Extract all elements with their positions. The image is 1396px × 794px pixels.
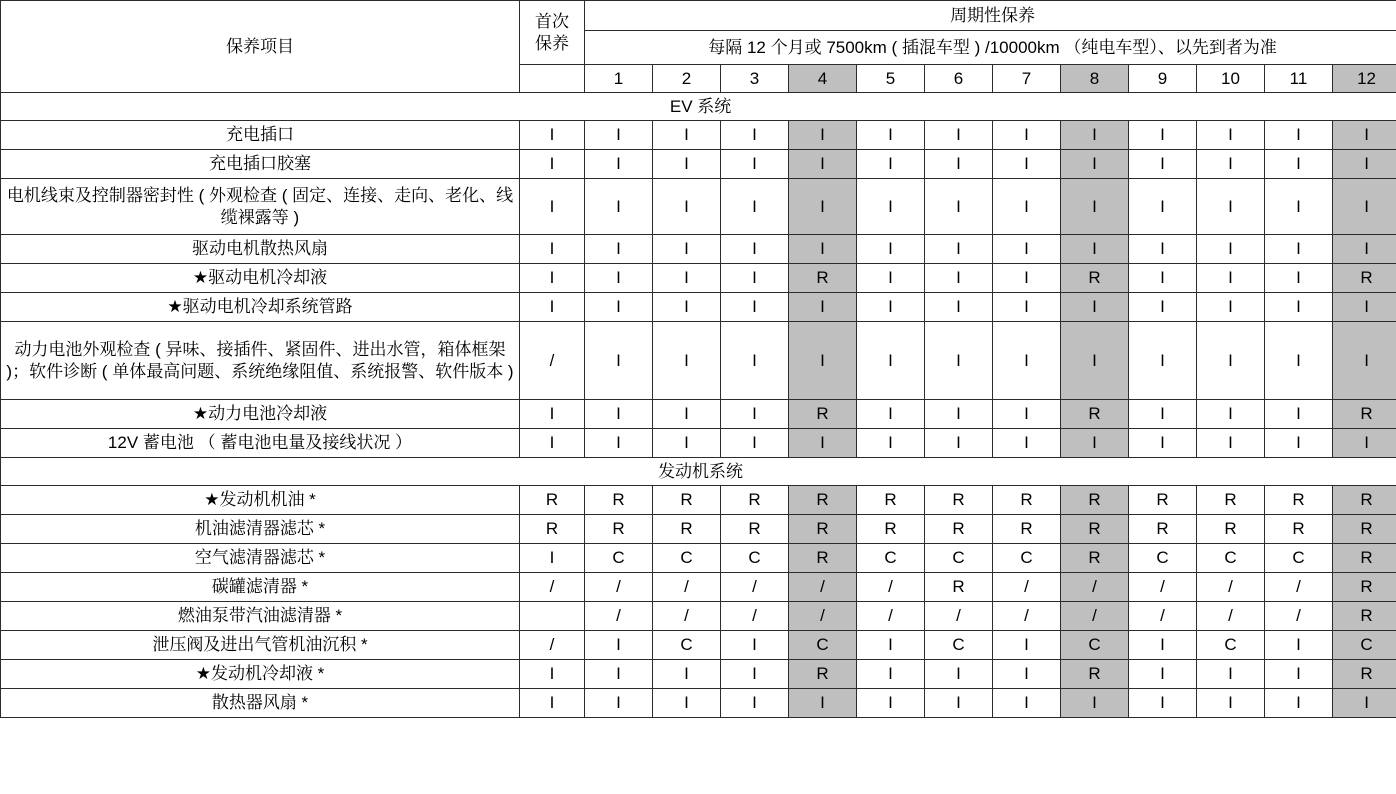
cell-1: I xyxy=(585,264,653,293)
cell-6: R xyxy=(925,573,993,602)
row-item-label: 空气滤清器滤芯 * xyxy=(1,544,520,573)
cell-5: I xyxy=(857,429,925,458)
cell-6: I xyxy=(925,429,993,458)
table-row xyxy=(1,544,1396,573)
cell-6: / xyxy=(925,602,993,631)
header-periodic-title: 周期性保养 xyxy=(585,1,1396,31)
cell-7: C xyxy=(993,544,1061,573)
cell-first: I xyxy=(520,150,585,179)
cell-9: C xyxy=(1129,544,1197,573)
cell-3: I xyxy=(721,429,789,458)
cell-5: I xyxy=(857,293,925,322)
table-row xyxy=(1,322,1396,400)
cell-9: I xyxy=(1129,264,1197,293)
cell-6: I xyxy=(925,150,993,179)
cell-12: R xyxy=(1333,660,1396,689)
cell-11: / xyxy=(1265,602,1333,631)
cell-5: I xyxy=(857,179,925,235)
cell-1: I xyxy=(585,150,653,179)
cell-10: I xyxy=(1197,179,1265,235)
cell-9: I xyxy=(1129,631,1197,660)
section-header-row xyxy=(1,93,1396,121)
cell-5: R xyxy=(857,486,925,515)
header-item-column: 保养项目 xyxy=(1,1,520,93)
row-item-label: 电机线束及控制器密封性 ( 外观检查 ( 固定、连接、走向、老化、线缆裸露等 ) xyxy=(1,179,520,235)
cell-3: I xyxy=(721,660,789,689)
cell-11: / xyxy=(1265,573,1333,602)
row-item-label: 驱动电机散热风扇 xyxy=(1,235,520,264)
cell-7: I xyxy=(993,235,1061,264)
cell-1: I xyxy=(585,660,653,689)
header-periodic-subtitle: 每隔 12 个月或 7500km ( 插混车型 ) /10000km （纯电车型）、以先到者为准 xyxy=(585,31,1396,65)
cell-3: C xyxy=(721,544,789,573)
interval-11: 11 xyxy=(1265,65,1333,93)
cell-1: R xyxy=(585,486,653,515)
cell-11: R xyxy=(1265,486,1333,515)
interval-9: 9 xyxy=(1129,65,1197,93)
cell-first: / xyxy=(520,322,585,400)
row-item-label: 12V 蓄电池 （ 蓄电池电量及接线状况 ） xyxy=(1,429,520,458)
cell-7: / xyxy=(993,573,1061,602)
cell-5: I xyxy=(857,631,925,660)
cell-11: R xyxy=(1265,515,1333,544)
interval-8: 8 xyxy=(1061,65,1129,93)
cell-first xyxy=(520,602,585,631)
table-row xyxy=(1,486,1396,515)
cell-4: I xyxy=(789,689,857,718)
cell-6: I xyxy=(925,179,993,235)
row-item-label: 充电插口胶塞 xyxy=(1,150,520,179)
cell-12: I xyxy=(1333,689,1396,718)
cell-10: I xyxy=(1197,322,1265,400)
interval-1: 1 xyxy=(585,65,653,93)
cell-10: I xyxy=(1197,429,1265,458)
cell-2: C xyxy=(653,544,721,573)
cell-7: R xyxy=(993,486,1061,515)
table-row xyxy=(1,150,1396,179)
cell-11: I xyxy=(1265,689,1333,718)
cell-12: I xyxy=(1333,121,1396,150)
cell-11: I xyxy=(1265,400,1333,429)
cell-7: I xyxy=(993,660,1061,689)
interval-4: 4 xyxy=(789,65,857,93)
cell-9: I xyxy=(1129,689,1197,718)
table-row xyxy=(1,573,1396,602)
cell-9: I xyxy=(1129,121,1197,150)
interval-7: 7 xyxy=(993,65,1061,93)
cell-11: I xyxy=(1265,429,1333,458)
cell-8: / xyxy=(1061,573,1129,602)
cell-6: R xyxy=(925,486,993,515)
cell-11: I xyxy=(1265,631,1333,660)
cell-12: R xyxy=(1333,486,1396,515)
cell-10: C xyxy=(1197,544,1265,573)
cell-8: R xyxy=(1061,544,1129,573)
cell-8: R xyxy=(1061,660,1129,689)
cell-12: R xyxy=(1333,573,1396,602)
cell-5: I xyxy=(857,121,925,150)
cell-8: I xyxy=(1061,429,1129,458)
cell-7: I xyxy=(993,121,1061,150)
cell-12: R xyxy=(1333,602,1396,631)
cell-3: I xyxy=(721,293,789,322)
table-head xyxy=(1,1,1396,93)
cell-7: R xyxy=(993,515,1061,544)
cell-5: / xyxy=(857,602,925,631)
cell-10: I xyxy=(1197,264,1265,293)
header-first-service-line1: 首次 xyxy=(535,12,569,32)
cell-4: I xyxy=(789,322,857,400)
interval-2: 2 xyxy=(653,65,721,93)
cell-6: I xyxy=(925,689,993,718)
cell-7: I xyxy=(993,322,1061,400)
header-first-service-blank xyxy=(520,65,585,93)
row-item-label: 充电插口 xyxy=(1,121,520,150)
cell-10: I xyxy=(1197,689,1265,718)
cell-first: I xyxy=(520,660,585,689)
cell-6: I xyxy=(925,235,993,264)
cell-5: I xyxy=(857,150,925,179)
table-row xyxy=(1,179,1396,235)
cell-9: I xyxy=(1129,400,1197,429)
cell-first: I xyxy=(520,264,585,293)
cell-9: R xyxy=(1129,515,1197,544)
cell-8: I xyxy=(1061,235,1129,264)
cell-8: I xyxy=(1061,322,1129,400)
row-item-label: 碳罐滤清器 * xyxy=(1,573,520,602)
cell-7: I xyxy=(993,179,1061,235)
cell-2: / xyxy=(653,602,721,631)
cell-3: I xyxy=(721,322,789,400)
cell-6: I xyxy=(925,293,993,322)
row-item-label: 燃油泵带汽油滤清器 * xyxy=(1,602,520,631)
cell-4: R xyxy=(789,660,857,689)
cell-2: I xyxy=(653,264,721,293)
cell-12: R xyxy=(1333,544,1396,573)
cell-4: / xyxy=(789,573,857,602)
cell-12: R xyxy=(1333,264,1396,293)
table-row xyxy=(1,631,1396,660)
cell-7: I xyxy=(993,689,1061,718)
cell-7: I xyxy=(993,429,1061,458)
cell-3: I xyxy=(721,264,789,293)
cell-1: I xyxy=(585,631,653,660)
cell-8: R xyxy=(1061,400,1129,429)
cell-4: I xyxy=(789,429,857,458)
cell-first: I xyxy=(520,544,585,573)
table-row xyxy=(1,293,1396,322)
cell-10: I xyxy=(1197,235,1265,264)
cell-11: I xyxy=(1265,150,1333,179)
section-title-engine: 发动机系统 xyxy=(1,458,1396,486)
row-item-label: 机油滤清器滤芯 * xyxy=(1,515,520,544)
interval-12: 12 xyxy=(1333,65,1396,93)
cell-4: I xyxy=(789,293,857,322)
cell-12: I xyxy=(1333,429,1396,458)
cell-9: I xyxy=(1129,235,1197,264)
cell-7: I xyxy=(993,293,1061,322)
cell-4: C xyxy=(789,631,857,660)
interval-10: 10 xyxy=(1197,65,1265,93)
interval-5: 5 xyxy=(857,65,925,93)
cell-6: I xyxy=(925,400,993,429)
cell-4: R xyxy=(789,486,857,515)
cell-11: I xyxy=(1265,121,1333,150)
row-item-label: 散热器风扇 * xyxy=(1,689,520,718)
cell-2: / xyxy=(653,573,721,602)
cell-8: C xyxy=(1061,631,1129,660)
cell-6: I xyxy=(925,322,993,400)
row-item-label: 泄压阀及进出气管机油沉积 * xyxy=(1,631,520,660)
cell-6: C xyxy=(925,631,993,660)
cell-6: I xyxy=(925,121,993,150)
cell-10: I xyxy=(1197,121,1265,150)
interval-6: 6 xyxy=(925,65,993,93)
cell-11: I xyxy=(1265,660,1333,689)
section-title-ev: EV 系统 xyxy=(1,93,1396,121)
cell-2: I xyxy=(653,150,721,179)
cell-10: I xyxy=(1197,660,1265,689)
table-row xyxy=(1,602,1396,631)
cell-3: R xyxy=(721,486,789,515)
cell-6: I xyxy=(925,264,993,293)
cell-8: I xyxy=(1061,689,1129,718)
table-row xyxy=(1,264,1396,293)
cell-11: I xyxy=(1265,235,1333,264)
cell-1: I xyxy=(585,322,653,400)
cell-11: I xyxy=(1265,293,1333,322)
cell-first: R xyxy=(520,515,585,544)
cell-5: / xyxy=(857,573,925,602)
cell-9: I xyxy=(1129,429,1197,458)
cell-first: / xyxy=(520,573,585,602)
cell-2: R xyxy=(653,486,721,515)
cell-3: I xyxy=(721,689,789,718)
cell-5: I xyxy=(857,400,925,429)
cell-3: I xyxy=(721,631,789,660)
cell-5: R xyxy=(857,515,925,544)
cell-1: I xyxy=(585,429,653,458)
cell-10: R xyxy=(1197,515,1265,544)
cell-2: I xyxy=(653,400,721,429)
cell-1: I xyxy=(585,400,653,429)
cell-1: I xyxy=(585,235,653,264)
cell-1: I xyxy=(585,179,653,235)
cell-6: R xyxy=(925,515,993,544)
cell-3: I xyxy=(721,400,789,429)
cell-first: I xyxy=(520,121,585,150)
cell-5: C xyxy=(857,544,925,573)
cell-2: I xyxy=(653,660,721,689)
cell-3: I xyxy=(721,121,789,150)
cell-1: I xyxy=(585,689,653,718)
cell-first: I xyxy=(520,429,585,458)
cell-3: I xyxy=(721,150,789,179)
cell-12: I xyxy=(1333,235,1396,264)
cell-8: I xyxy=(1061,179,1129,235)
cell-10: I xyxy=(1197,400,1265,429)
cell-2: I xyxy=(653,322,721,400)
cell-8: I xyxy=(1061,150,1129,179)
cell-4: I xyxy=(789,150,857,179)
cell-9: / xyxy=(1129,602,1197,631)
cell-3: I xyxy=(721,235,789,264)
interval-3: 3 xyxy=(721,65,789,93)
cell-first: / xyxy=(520,631,585,660)
cell-4: R xyxy=(789,515,857,544)
cell-9: I xyxy=(1129,150,1197,179)
cell-5: I xyxy=(857,660,925,689)
cell-8: I xyxy=(1061,293,1129,322)
cell-12: R xyxy=(1333,400,1396,429)
cell-2: I xyxy=(653,293,721,322)
cell-first: I xyxy=(520,689,585,718)
row-item-label: ★动力电池冷却液 xyxy=(1,400,520,429)
cell-3: I xyxy=(721,179,789,235)
section-header-row xyxy=(1,458,1396,486)
cell-9: R xyxy=(1129,486,1197,515)
cell-11: C xyxy=(1265,544,1333,573)
cell-2: I xyxy=(653,429,721,458)
cell-4: I xyxy=(789,121,857,150)
cell-1: R xyxy=(585,515,653,544)
cell-2: R xyxy=(653,515,721,544)
cell-1: I xyxy=(585,293,653,322)
cell-10: / xyxy=(1197,573,1265,602)
cell-7: I xyxy=(993,150,1061,179)
table-row xyxy=(1,689,1396,718)
cell-7: / xyxy=(993,602,1061,631)
cell-8: R xyxy=(1061,515,1129,544)
cell-2: C xyxy=(653,631,721,660)
cell-10: I xyxy=(1197,150,1265,179)
cell-4: R xyxy=(789,544,857,573)
cell-9: I xyxy=(1129,322,1197,400)
cell-6: I xyxy=(925,660,993,689)
row-item-label: ★发动机冷却液 * xyxy=(1,660,520,689)
cell-4: R xyxy=(789,264,857,293)
row-item-label: ★驱动电机冷却液 xyxy=(1,264,520,293)
table-row xyxy=(1,660,1396,689)
row-item-label: ★驱动电机冷却系统管路 xyxy=(1,293,520,322)
table-row xyxy=(1,121,1396,150)
cell-12: I xyxy=(1333,322,1396,400)
cell-2: I xyxy=(653,121,721,150)
row-item-label: ★发动机机油 * xyxy=(1,486,520,515)
header-first-service xyxy=(520,1,585,65)
cell-4: R xyxy=(789,400,857,429)
cell-9: I xyxy=(1129,179,1197,235)
cell-2: I xyxy=(653,235,721,264)
cell-12: I xyxy=(1333,179,1396,235)
cell-1: / xyxy=(585,602,653,631)
cell-8: R xyxy=(1061,486,1129,515)
table-row xyxy=(1,515,1396,544)
cell-3: / xyxy=(721,573,789,602)
cell-3: R xyxy=(721,515,789,544)
cell-7: I xyxy=(993,264,1061,293)
cell-7: I xyxy=(993,631,1061,660)
cell-5: I xyxy=(857,689,925,718)
table-body xyxy=(1,93,1396,718)
cell-9: I xyxy=(1129,293,1197,322)
cell-11: I xyxy=(1265,322,1333,400)
cell-10: I xyxy=(1197,293,1265,322)
cell-2: I xyxy=(653,179,721,235)
table-row xyxy=(1,429,1396,458)
cell-1: I xyxy=(585,121,653,150)
cell-1: C xyxy=(585,544,653,573)
table-row xyxy=(1,235,1396,264)
cell-5: I xyxy=(857,322,925,400)
cell-6: C xyxy=(925,544,993,573)
cell-5: I xyxy=(857,264,925,293)
cell-8: I xyxy=(1061,121,1129,150)
cell-first: I xyxy=(520,179,585,235)
cell-12: R xyxy=(1333,515,1396,544)
cell-1: / xyxy=(585,573,653,602)
cell-4: I xyxy=(789,235,857,264)
cell-3: / xyxy=(721,602,789,631)
cell-10: / xyxy=(1197,602,1265,631)
cell-first: I xyxy=(520,400,585,429)
cell-12: I xyxy=(1333,150,1396,179)
cell-7: I xyxy=(993,400,1061,429)
header-first-service-line2: 保养 xyxy=(535,33,569,53)
cell-9: I xyxy=(1129,660,1197,689)
cell-11: I xyxy=(1265,264,1333,293)
cell-first: I xyxy=(520,293,585,322)
cell-8: / xyxy=(1061,602,1129,631)
cell-4: / xyxy=(789,602,857,631)
cell-first: I xyxy=(520,235,585,264)
cell-10: C xyxy=(1197,631,1265,660)
cell-5: I xyxy=(857,235,925,264)
cell-12: I xyxy=(1333,293,1396,322)
cell-9: / xyxy=(1129,573,1197,602)
cell-8: R xyxy=(1061,264,1129,293)
cell-11: I xyxy=(1265,179,1333,235)
cell-2: I xyxy=(653,689,721,718)
cell-first: R xyxy=(520,486,585,515)
cell-4: I xyxy=(789,179,857,235)
cell-12: C xyxy=(1333,631,1396,660)
cell-10: R xyxy=(1197,486,1265,515)
table-row xyxy=(1,400,1396,429)
row-item-label: 动力电池外观检查 ( 异味、接插件、紧固件、进出水管，箱体框架 )；软件诊断 ( 单体最高问题、系统绝缘阻值、系统报警、软件版本 ) xyxy=(1,322,520,400)
